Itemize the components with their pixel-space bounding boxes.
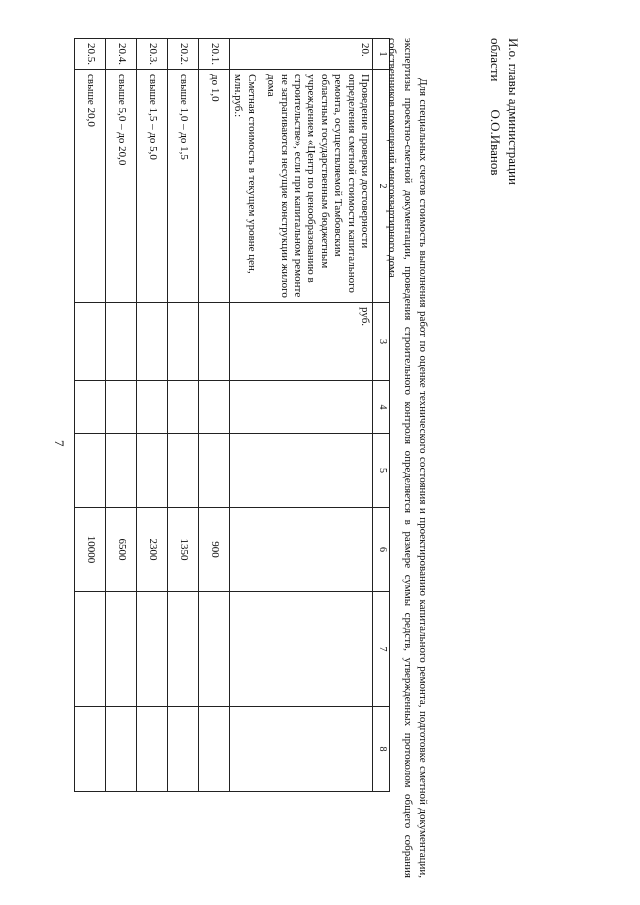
empty-cell <box>167 381 198 434</box>
row-number: 20.5. <box>74 39 105 70</box>
empty-cell <box>74 592 105 707</box>
empty-cell <box>229 592 372 707</box>
column-number: 2 <box>373 70 390 303</box>
column-number: 5 <box>373 434 390 508</box>
column-number: 8 <box>373 707 390 792</box>
service-description: Проведение проверки достоверности определения сметной стоимости капитального ремонта, осуществляемой Тамбовским областным государственным бюджетным учреждением «Центр по ценообразованию в строительстве», если при капитальном ремонте не затрагиваются несущие конструкции жилого дома <box>265 74 371 298</box>
row-number: 20.2. <box>167 39 198 70</box>
price-value: 6500 <box>105 508 136 592</box>
row-label: свыше 5,0 – до 20,0 <box>105 70 136 303</box>
empty-cell <box>198 592 229 707</box>
signature-region: области <box>488 38 504 82</box>
signature-block <box>487 38 522 185</box>
row-number: 20.4. <box>105 39 136 70</box>
empty-cell <box>229 508 372 592</box>
column-number: 7 <box>373 592 390 707</box>
column-number: 4 <box>373 381 390 434</box>
empty-cell <box>136 434 167 508</box>
empty-cell <box>167 434 198 508</box>
empty-cell <box>167 303 198 381</box>
empty-cell <box>229 434 372 508</box>
column-number: 1 <box>373 39 390 70</box>
empty-cell <box>105 592 136 707</box>
row-label: свыше 1,0 – до 1,5 <box>167 70 198 303</box>
table-row <box>105 39 136 792</box>
empty-cell <box>136 303 167 381</box>
empty-cell <box>229 381 372 434</box>
empty-cell <box>105 707 136 792</box>
page-number: 7 <box>52 440 67 447</box>
row-description <box>229 70 372 303</box>
price-value: 2300 <box>136 508 167 592</box>
unit-cell: руб. <box>229 303 372 381</box>
empty-cell <box>136 707 167 792</box>
row-label: до 1,0 <box>198 70 229 303</box>
empty-cell <box>74 303 105 381</box>
empty-cell <box>198 707 229 792</box>
table-row <box>74 39 105 792</box>
row-label: свыше 1,5 – до 5,0 <box>136 70 167 303</box>
signature-line <box>487 38 505 185</box>
empty-cell <box>136 592 167 707</box>
tariff-table <box>74 38 390 792</box>
signatory-name: О.О.Иванов <box>488 109 504 176</box>
empty-cell <box>105 381 136 434</box>
table-row <box>198 39 229 792</box>
empty-cell <box>229 707 372 792</box>
table-row-main <box>229 39 372 792</box>
price-value: 10000 <box>74 508 105 592</box>
empty-cell <box>74 707 105 792</box>
empty-cell <box>74 434 105 508</box>
price-value: 900 <box>198 508 229 592</box>
table-row <box>167 39 198 792</box>
empty-cell <box>198 381 229 434</box>
empty-cell <box>167 707 198 792</box>
empty-cell <box>105 434 136 508</box>
footnote-paragraph: Для специальных счетов стоимость выполнения работ по оценке технического состояния и проектированию капитального ремонта, подготовке сметной документации, экспертизы проектно-сметной документации, проведения строительного контроля определяется в размере суммы средств, утвержденных протоколом общего собрания собственников помещений многоквартирного дома <box>386 38 429 878</box>
row-label: свыше 20,0 <box>74 70 105 303</box>
empty-cell <box>198 434 229 508</box>
table-row <box>136 39 167 792</box>
row-number: 20.3. <box>136 39 167 70</box>
empty-cell <box>105 303 136 381</box>
empty-cell <box>167 592 198 707</box>
empty-cell <box>198 303 229 381</box>
column-number: 6 <box>373 508 390 592</box>
price-subheading: Сметная стоимость в текущем уровне цен, млн.руб.: <box>232 74 258 274</box>
price-value: 1350 <box>167 508 198 592</box>
empty-cell <box>74 381 105 434</box>
row-number: 20.1. <box>198 39 229 70</box>
column-number: 3 <box>373 303 390 381</box>
signature-title: И.о. главы администрации <box>506 38 521 185</box>
row-number: 20. <box>229 39 372 70</box>
empty-cell <box>136 381 167 434</box>
